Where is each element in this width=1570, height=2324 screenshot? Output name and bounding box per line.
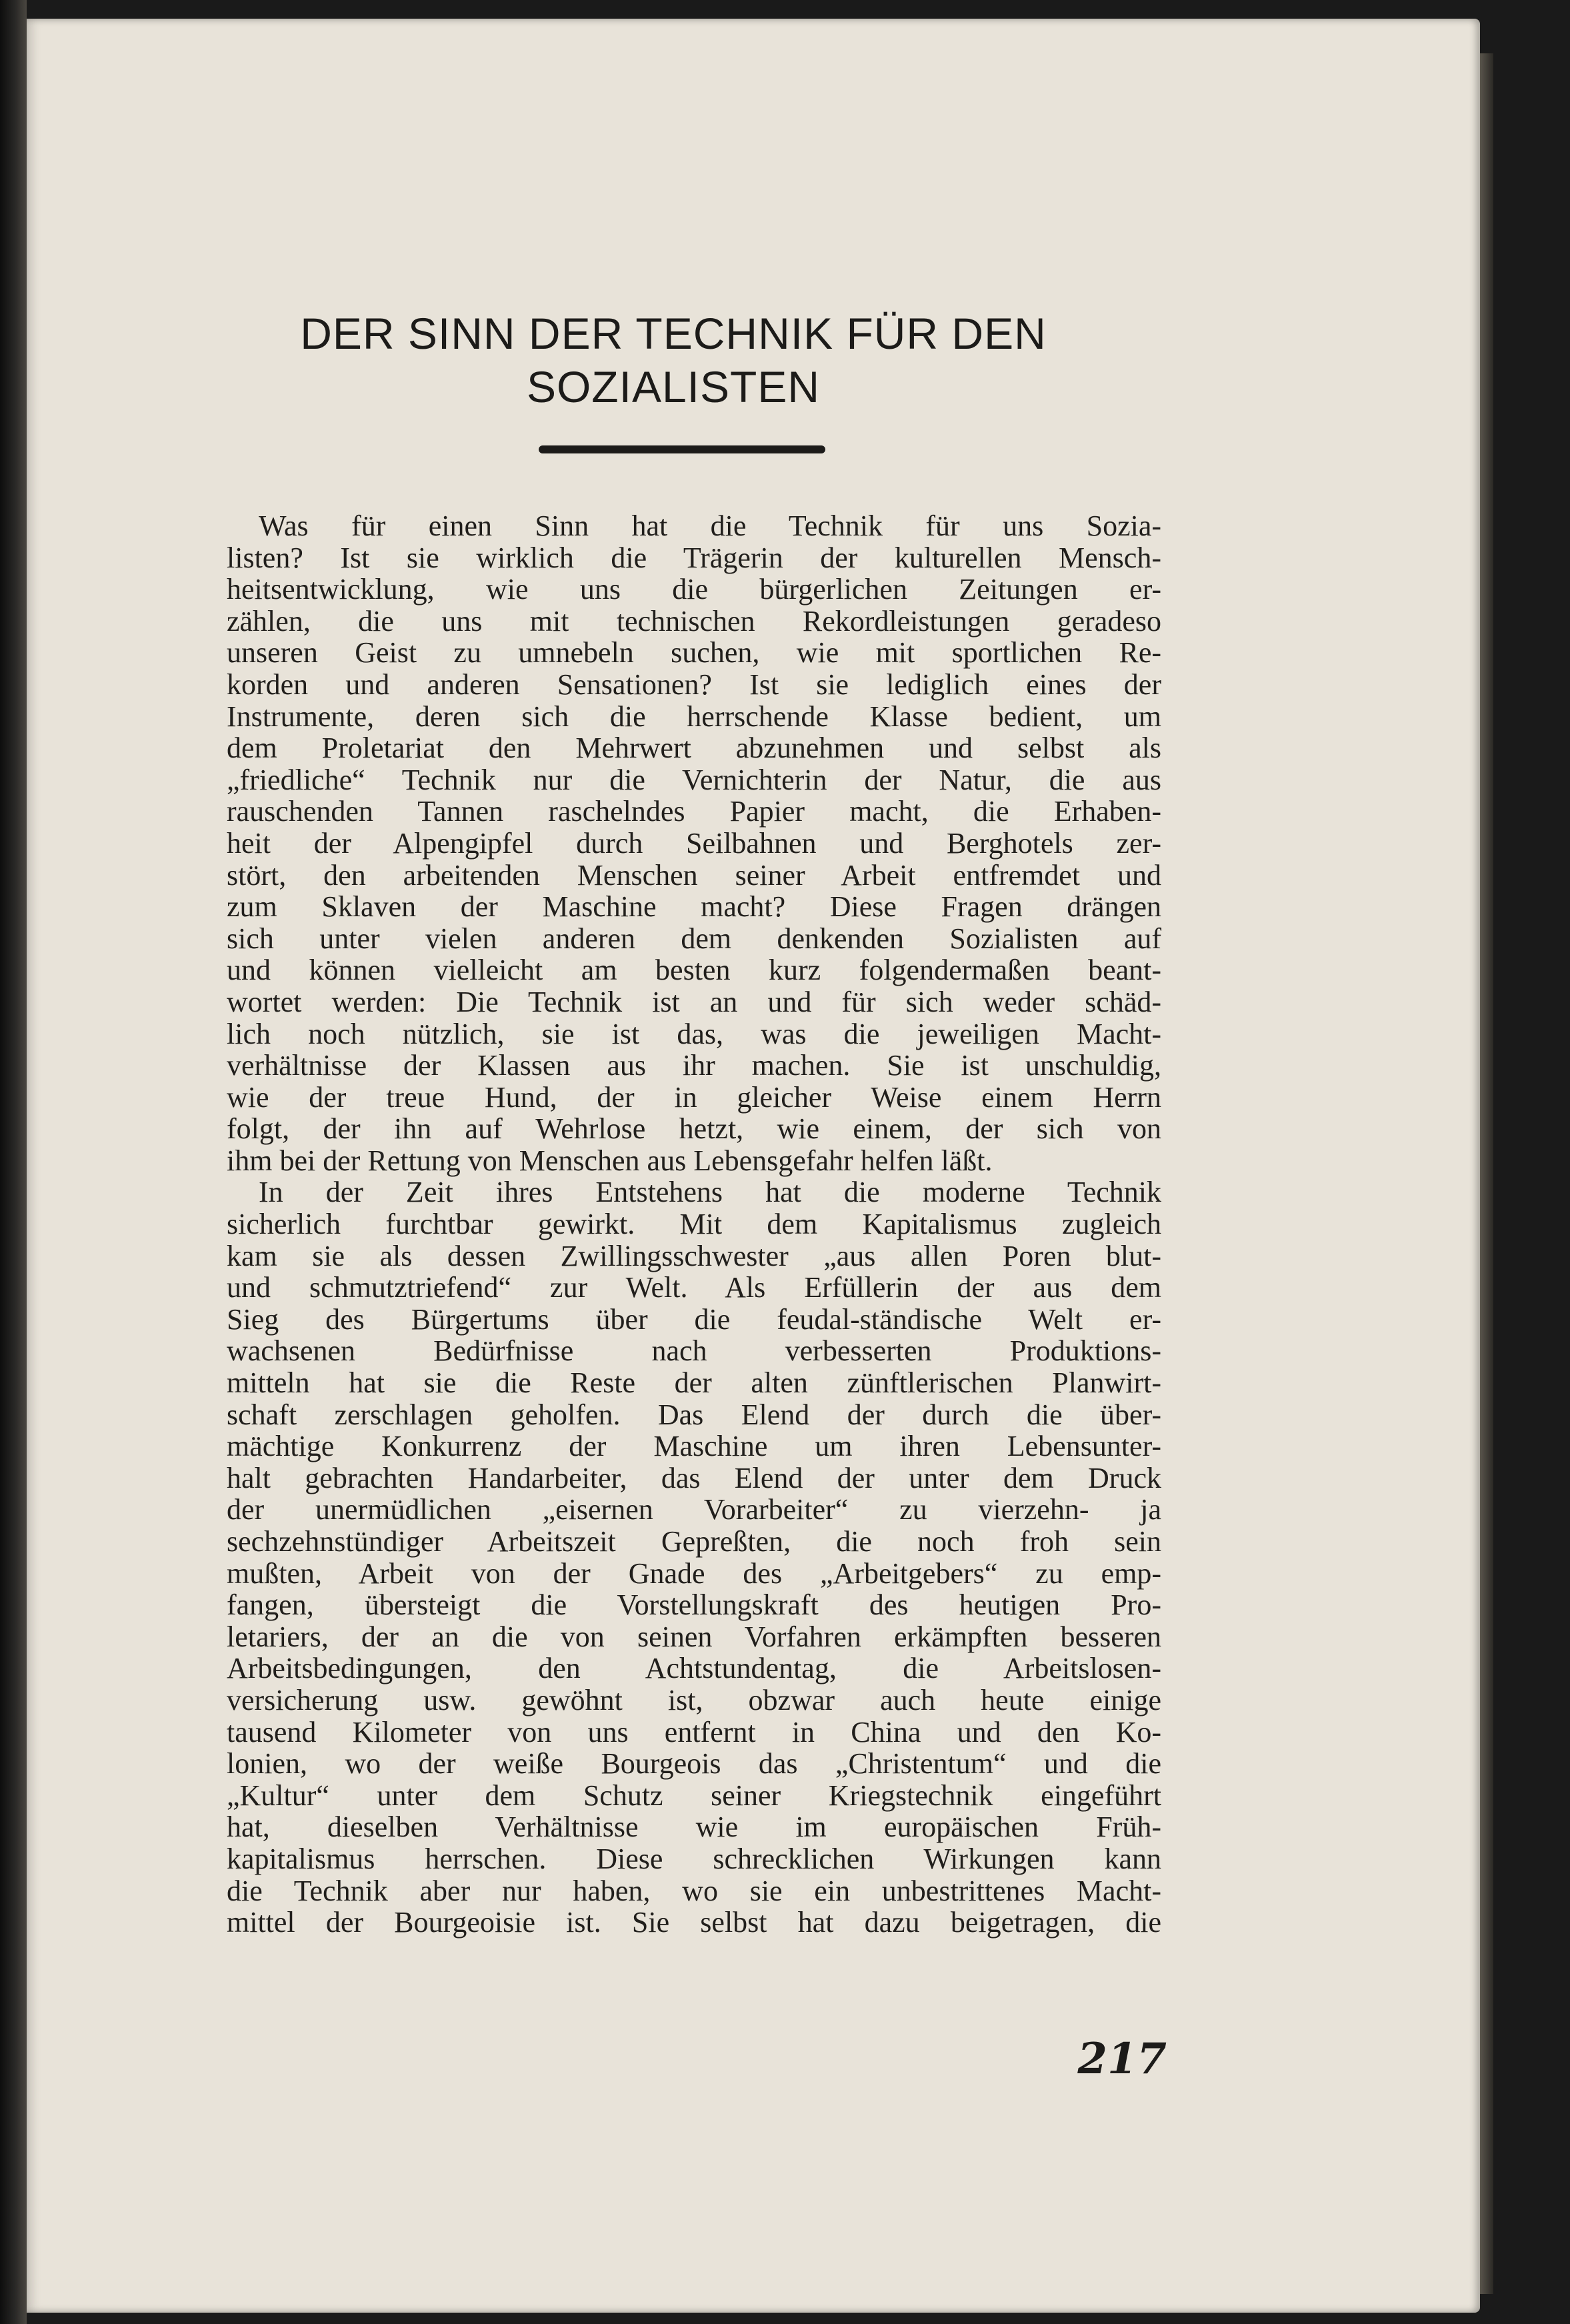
text-line: sechzehnstündiger Arbeitszeit Gepreßten, die noch froh sein [227, 1525, 1161, 1558]
text-line: mittel der Bourgeoisie ist. Sie selbst hat dazu beigetragen, die [227, 1906, 1161, 1939]
text-line: sicherlich furchtbar gewirkt. Mit dem Kapitalismus zugleich [227, 1208, 1161, 1241]
page-edge-shadow [1480, 53, 1493, 2294]
text-line: listen? Ist sie wirklich die Trägerin der kulturellen Mensch- [227, 541, 1161, 574]
text-line: „friedliche“ Technik nur die Vernichterin der Natur, die aus [227, 763, 1161, 796]
text-line: die Technik aber nur haben, wo sie ein unbestrittenes Macht- [227, 1874, 1161, 1907]
page-title [200, 307, 1147, 413]
text-line: mußten, Arbeit von der Gnade des „Arbeitgebers“ zu emp- [227, 1556, 1161, 1590]
text-line: wachsenen Bedürfnisse nach verbesserten Produktions- [227, 1334, 1161, 1368]
title-line-2: SOZIALISTEN [526, 362, 821, 411]
text-line: fangen, übersteigt die Vorstellungskraft des heutigen Pro- [227, 1588, 1161, 1622]
text-line: lich noch nützlich, sie ist das, was die jeweiligen Macht- [227, 1017, 1161, 1050]
text-line: versicherung usw. gewöhnt ist, obzwar auch heute einige [227, 1683, 1161, 1716]
title-line-1: DER SINN DER TECHNIK FÜR DEN [300, 309, 1047, 358]
text-line: „Kultur“ unter dem Schutz seiner Kriegstechnik eingeführt [227, 1779, 1161, 1812]
text-line: verhältnisse der Klassen aus ihr machen. Sie ist unschuldig, [227, 1049, 1161, 1082]
text-line: kapitalismus herrschen. Diese schrecklichen Wirkungen kann [227, 1842, 1161, 1875]
text-line: heitsentwicklung, wie uns die bürgerlichen Zeitungen er- [227, 573, 1161, 606]
text-line: der unermüdlichen „eisernen Vorarbeiter“ zu vierzehn- ja [227, 1493, 1161, 1526]
text-line: Sieg des Bürgertums über die feudal-ständische Welt er- [227, 1302, 1161, 1336]
text-line: und können vielleicht am besten kurz folgendermaßen beant- [227, 954, 1161, 987]
text-line: tausend Kilometer von uns entfernt in China und den Ko- [227, 1715, 1161, 1749]
text-line: lonien, wo der weiße Bourgeois das „Christentum“ und die [227, 1747, 1161, 1781]
text-line: korden und anderen Sensationen? Ist sie lediglich eines der [227, 668, 1161, 701]
text-line: dem Proletariat den Mehrwert abzunehmen und selbst als [227, 732, 1161, 765]
text-line: sich unter vielen anderen dem denkenden Sozialisten auf [227, 922, 1161, 955]
text-line: mächtige Konkurrenz der Maschine um ihren Lebensunter- [227, 1430, 1161, 1463]
text-line: halt gebrachten Handarbeiter, das Elend der unter dem Druck [227, 1461, 1161, 1494]
text-line: und schmutztriefend“ zur Welt. Als Erfüllerin der aus dem [227, 1271, 1161, 1304]
text-line: zum Sklaven der Maschine macht? Diese Fragen drängen [227, 890, 1161, 924]
text-line: wie der treue Hund, der in gleicher Weise einem Herrn [227, 1080, 1161, 1114]
text-line: kam sie als dessen Zwillingsschwester „aus allen Poren blut- [227, 1239, 1161, 1272]
text-line: wortet werden: Die Technik ist an und für sich weder schäd- [227, 985, 1161, 1018]
text-line: rauschenden Tannen raschelndes Papier macht, die Erhaben- [227, 795, 1161, 828]
text-line: Instrumente, deren sich die herrschende Klasse bedient, um [227, 700, 1161, 733]
text-line: letariers, der an die von seinen Vorfahren erkämpften besseren [227, 1620, 1161, 1653]
text-line: In der Zeit ihres Entstehens hat die moderne Technik [259, 1176, 1161, 1209]
text-line: Was für einen Sinn hat die Technik für uns Sozia- [259, 509, 1161, 542]
text-line: zählen, die uns mit technischen Rekordleistungen geradeso [227, 604, 1161, 638]
text-line: ihm bei der Rettung von Menschen aus Lebensgefahr helfen läßt. [227, 1144, 993, 1177]
text-line: unseren Geist zu umnebeln suchen, wie mit sportlichen Re- [227, 636, 1161, 670]
text-line: Arbeitsbedingungen, den Achtstundentag, die Arbeitslosen- [227, 1652, 1161, 1685]
text-line: heit der Alpengipfel durch Seilbahnen und Berghotels zer- [227, 826, 1161, 860]
text-line: hat, dieselben Verhältnisse wie im europäischen Früh- [227, 1811, 1161, 1844]
page-number: 217 [1077, 2034, 1167, 2084]
text-line: schaft zerschlagen geholfen. Das Elend der durch die über- [227, 1398, 1161, 1431]
book-spine-shadow [0, 0, 27, 2324]
text-line: mitteln hat sie die Reste der alten zünftlerischen Planwirt- [227, 1366, 1161, 1400]
title-divider-rule [539, 445, 825, 453]
text-line: stört, den arbeitenden Menschen seiner Arbeit entfremdet und [227, 858, 1161, 892]
body-text [227, 510, 1161, 1939]
text-line: folgt, der ihn auf Wehrlose hetzt, wie einem, der sich von [227, 1112, 1161, 1146]
